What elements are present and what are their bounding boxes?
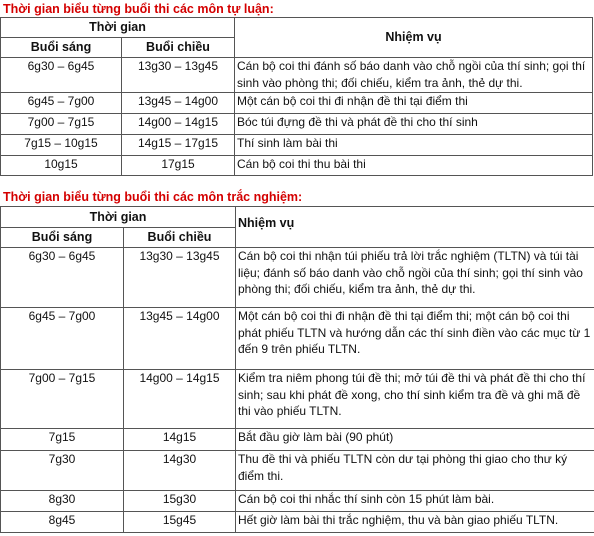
duty-header: Nhiệm vụ (236, 207, 594, 248)
morning-cell: 7g00 – 7g15 (1, 114, 122, 135)
afternoon-header: Buổi chiều (122, 38, 235, 58)
table-row (1, 93, 593, 114)
essay-schedule-table (0, 17, 593, 176)
duty-cell: Cán bộ coi thi nhận túi phiếu trả lời trắc nghiệm (TLTN) và túi tài liệu; đánh số báo danh vào chỗ ngồi của thí sinh; gọi thí sinh vào phòng thi; đối chiếu, kiểm tra ảnh, thẻ dự thi. (236, 248, 594, 308)
morning-cell: 8g30 (1, 491, 124, 512)
afternoon-cell: 13g30 – 13g45 (122, 58, 235, 93)
afternoon-cell: 13g45 – 14g00 (124, 308, 236, 370)
table-row (1, 451, 594, 491)
duty-cell: Một cán bộ coi thi đi nhận đề thi tại điểm thi; một cán bộ coi thi phát phiếu TLTN và hướng dẫn các thí sinh điền vào các mục từ 1 đến 9 trên phiếu TLTN. (236, 308, 594, 370)
morning-cell: 7g15 – 10g15 (1, 135, 122, 156)
morning-cell: 6g30 – 6g45 (1, 58, 122, 93)
afternoon-cell: 14g00 – 14g15 (124, 370, 236, 429)
duty-cell: Thu đề thi và phiếu TLTN còn dư tại phòng thi giao cho thư ký điểm thi. (236, 451, 594, 491)
table-row (1, 248, 594, 308)
duty-cell: Cán bộ coi thi thu bài thi (235, 156, 593, 176)
duty-cell: Cán bộ coi thi đánh số báo danh vào chỗ ngồi của thí sinh; gọi thí sinh vào phòng thi; đối chiếu, kiểm tra ảnh, thẻ dự thi. (235, 58, 593, 93)
table-row (1, 308, 594, 370)
table-row (1, 491, 594, 512)
time-header: Thời gian (1, 18, 235, 38)
duty-cell: Kiểm tra niêm phong túi đề thi; mở túi đề thi và phát đề thi cho thí sinh; sau khi phát đề xong, cho thí sinh kiểm tra đề và ghi mã đề thi vào phiếu TLTN. (236, 370, 594, 429)
morning-header: Buổi sáng (1, 38, 122, 58)
afternoon-cell: 15g45 (124, 512, 236, 533)
morning-cell: 7g30 (1, 451, 124, 491)
duty-cell: Một cán bộ coi thi đi nhận đề thi tại điểm thi (235, 93, 593, 114)
afternoon-cell: 14g00 – 14g15 (122, 114, 235, 135)
duty-cell: Bắt đầu giờ làm bài (90 phút) (236, 429, 594, 451)
afternoon-cell: 13g30 – 13g45 (124, 248, 236, 308)
duty-header: Nhiệm vụ (235, 18, 593, 58)
duty-cell: Hết giờ làm bài thi trắc nghiệm, thu và bàn giao phiếu TLTN. (236, 512, 594, 533)
morning-cell: 6g30 – 6g45 (1, 248, 124, 308)
morning-cell: 10g15 (1, 156, 122, 176)
morning-cell: 6g45 – 7g00 (1, 93, 122, 114)
morning-header: Buổi sáng (1, 228, 124, 248)
morning-cell: 7g15 (1, 429, 124, 451)
time-header: Thời gian (1, 207, 236, 228)
morning-cell: 6g45 – 7g00 (1, 308, 124, 370)
table-row (1, 429, 594, 451)
table-row (1, 58, 593, 93)
table-row (1, 512, 594, 533)
table-row (1, 135, 593, 156)
table-header-row (1, 18, 593, 38)
afternoon-cell: 14g15 (124, 429, 236, 451)
duty-cell: Cán bộ coi thi nhắc thí sinh còn 15 phút làm bài. (236, 491, 594, 512)
afternoon-cell: 14g30 (124, 451, 236, 491)
table-row (1, 156, 593, 176)
table-header-row (1, 207, 594, 228)
duty-cell: Thí sinh làm bài thi (235, 135, 593, 156)
duty-cell: Bóc túi đựng đề thi và phát đề thi cho thí sinh (235, 114, 593, 135)
afternoon-cell: 14g15 – 17g15 (122, 135, 235, 156)
table-row (1, 370, 594, 429)
multiple-choice-schedule-table (0, 206, 594, 533)
afternoon-cell: 17g15 (122, 156, 235, 176)
afternoon-header: Buổi chiều (124, 228, 236, 248)
afternoon-cell: 13g45 – 14g00 (122, 93, 235, 114)
section-title-multiple-choice: Thời gian biểu từng buổi thi các môn trắc nghiệm: (3, 190, 303, 204)
morning-cell: 7g00 – 7g15 (1, 370, 124, 429)
section-title-essay: Thời gian biểu từng buổi thi các môn tự luận: (3, 2, 274, 16)
afternoon-cell: 15g30 (124, 491, 236, 512)
morning-cell: 8g45 (1, 512, 124, 533)
table-row (1, 114, 593, 135)
